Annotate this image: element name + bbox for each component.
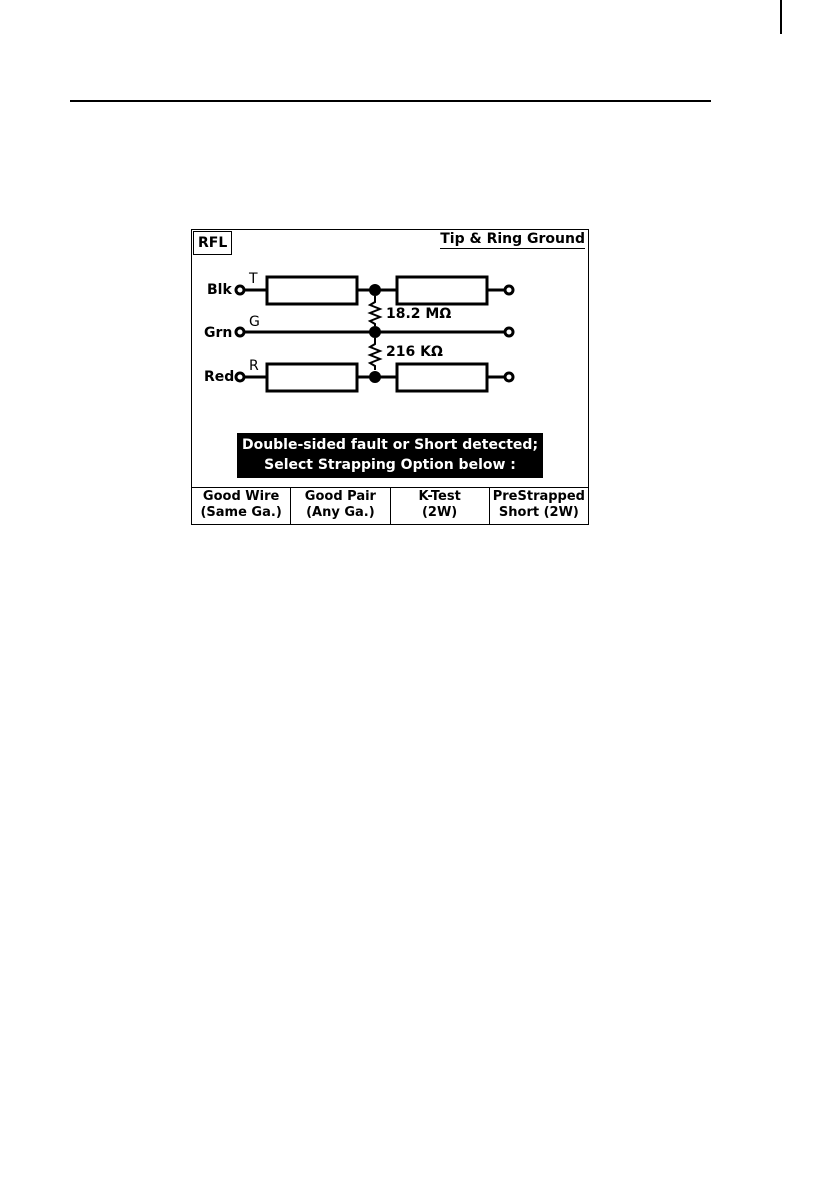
tip-terminal-left: [236, 286, 244, 294]
wire-label-red: Red: [204, 369, 235, 385]
tip-section-left: [267, 277, 357, 304]
screen-title: Tip & Ring Ground: [440, 231, 585, 247]
fault-message: [237, 433, 543, 478]
softkey-label-line2: Short (2W): [498, 505, 579, 520]
ring-ground-resistance: 216 KΩ: [386, 344, 443, 360]
tip-terminal-right: [505, 286, 513, 294]
tip-ground-resistance: 18.2 MΩ: [386, 306, 452, 322]
softkey-good-pair[interactable]: [291, 488, 390, 524]
tip-section-right: [397, 277, 487, 304]
ring-section-left: [267, 364, 357, 391]
ring-section-right: [397, 364, 487, 391]
softkey-good-wire[interactable]: [192, 488, 291, 524]
softkey-label-line1: Good Pair: [304, 489, 376, 504]
wire-letter-ring: R: [249, 358, 259, 374]
ground-terminal-left: [236, 328, 244, 336]
tip-fault-node: [369, 284, 381, 296]
page-corner-mark: [780, 0, 782, 34]
ring-ground-resistor: [370, 338, 380, 370]
wire-letter-ground: G: [249, 314, 260, 330]
softkey-k-test[interactable]: [391, 488, 490, 524]
wire-letter-tip: T: [249, 271, 258, 287]
fault-message-line1: Double-sided fault or Short detected;: [241, 437, 539, 453]
wiring-diagram: [192, 230, 588, 430]
softkey-label-line2: (Any Ga.): [306, 505, 375, 520]
wire-label-blk: Blk: [207, 282, 232, 298]
softkey-label-line2: (2W): [421, 505, 458, 520]
softkey-label-line2: (Same Ga.): [200, 505, 282, 520]
ring-fault-node: [369, 371, 381, 383]
ground-fault-node: [369, 326, 381, 338]
softkey-label-line1: PreStrapped: [492, 489, 585, 504]
page-header-rule: [70, 100, 711, 102]
tip-ground-resistor: [370, 296, 380, 326]
softkey-prestrapped-short[interactable]: [490, 488, 588, 524]
wire-label-grn: Grn: [204, 325, 233, 341]
mode-badge: RFL: [193, 231, 232, 255]
ring-terminal-right: [505, 373, 513, 381]
ground-terminal-right: [505, 328, 513, 336]
softkey-label-line1: Good Wire: [202, 489, 280, 504]
instrument-screen: [191, 229, 589, 525]
ring-terminal-left: [236, 373, 244, 381]
fault-message-line2: Select Strapping Option below :: [264, 457, 516, 473]
softkey-bar: [192, 487, 588, 524]
softkey-label-line1: K-Test: [418, 489, 461, 504]
